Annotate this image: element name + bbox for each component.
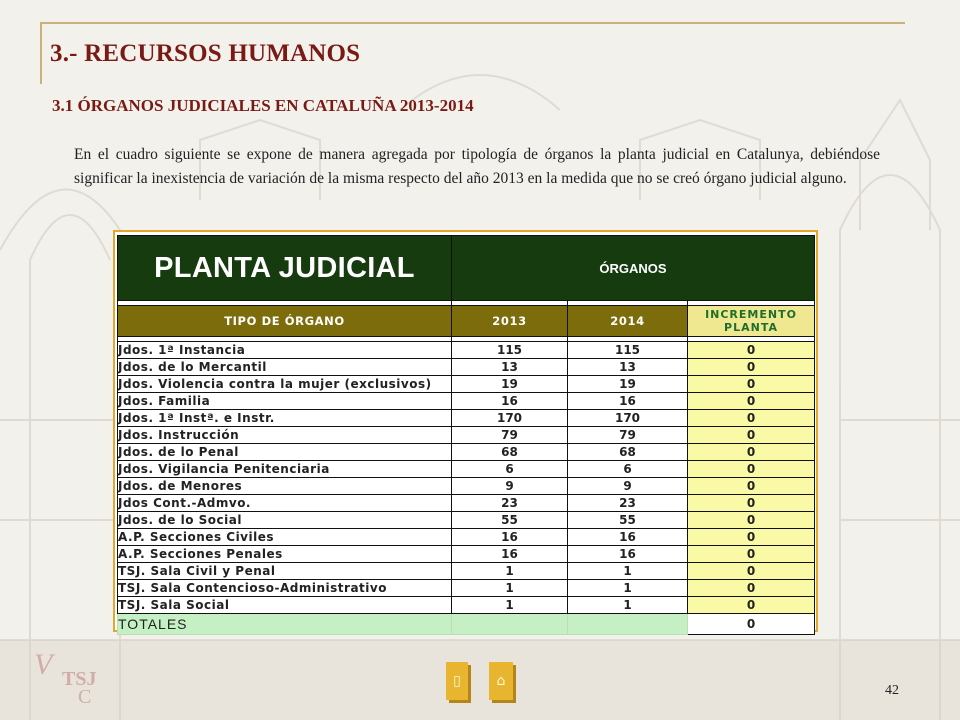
cell-2014: 55 <box>568 512 688 529</box>
page-number: 42 <box>885 683 899 698</box>
page-title: 3.- RECURSOS HUMANOS <box>50 40 361 67</box>
cell-incremento: 0 <box>688 410 815 427</box>
incremento-label: INCREMENTO <box>705 308 797 321</box>
cell-tipo: Jdos. Instrucción <box>118 427 452 444</box>
table-row <box>118 444 815 461</box>
cell-2013: 13 <box>452 359 568 376</box>
cell-tipo: Jdos. Familia <box>118 393 452 410</box>
cell-2014: 115 <box>568 342 688 359</box>
cell-2014: 6 <box>568 461 688 478</box>
cell-tipo: A.P. Secciones Civiles <box>118 529 452 546</box>
cell-incremento: 0 <box>688 342 815 359</box>
home-nav-button[interactable] <box>489 662 513 700</box>
planta-judicial-table <box>117 235 815 635</box>
cell-2013: 6 <box>452 461 568 478</box>
cell-2014: 9 <box>568 478 688 495</box>
cell-incremento: 0 <box>688 478 815 495</box>
cell-incremento: 0 <box>688 444 815 461</box>
table-row <box>118 342 815 359</box>
cell-2014: 170 <box>568 410 688 427</box>
cell-tipo: Jdos. de Menores <box>118 478 452 495</box>
cell-tipo: TSJ. Sala Contencioso-Administrativo <box>118 580 452 597</box>
cell-tipo: Jdos Cont.-Admvo. <box>118 495 452 512</box>
cell-2013: 16 <box>452 393 568 410</box>
table-row <box>118 529 815 546</box>
table-row <box>118 393 815 410</box>
table-row <box>118 495 815 512</box>
cell-2014: 13 <box>568 359 688 376</box>
cell-2013: 16 <box>452 529 568 546</box>
document-nav-button[interactable] <box>446 662 468 700</box>
totales-incremento: 0 <box>688 614 815 635</box>
totales-row <box>118 614 815 635</box>
cell-tipo: Jdos. 1ª Instª. e Instr. <box>118 410 452 427</box>
cell-2014: 23 <box>568 495 688 512</box>
cell-2014: 16 <box>568 529 688 546</box>
cell-2013: 68 <box>452 444 568 461</box>
totales-2013 <box>452 614 568 635</box>
cell-2014: 1 <box>568 580 688 597</box>
cell-2014: 16 <box>568 546 688 563</box>
table-row <box>118 563 815 580</box>
organos-header: ÓRGANOS <box>452 236 815 301</box>
tsj-watermark-logo: V TSJ C <box>34 648 97 708</box>
cell-tipo: Jdos. 1ª Instancia <box>118 342 452 359</box>
column-header-2014: 2014 <box>568 306 688 337</box>
section-subtitle: 3.1 ÓRGANOS JUDICIALES EN CATALUÑA 2013-2014 <box>52 96 474 115</box>
table-row <box>118 376 815 393</box>
table-row <box>118 512 815 529</box>
cell-2014: 1 <box>568 597 688 614</box>
home-icon: ⌂ <box>496 673 506 689</box>
cell-2013: 1 <box>452 563 568 580</box>
table-title: PLANTA JUDICIAL <box>118 236 452 301</box>
column-header-2013: 2013 <box>452 306 568 337</box>
intro-paragraph: En el cuadro siguiente se expone de manera agregada por tipología de órganos la planta judicial en Catalunya, debiéndose significar la inexistencia de variación de la misma respecto del año 2013 en la medida que no se creó órgano judicial alguno. <box>74 146 880 187</box>
cell-tipo: TSJ. Sala Civil y Penal <box>118 563 452 580</box>
cell-2013: 23 <box>452 495 568 512</box>
cell-2013: 170 <box>452 410 568 427</box>
cell-incremento: 0 <box>688 495 815 512</box>
cell-incremento: 0 <box>688 427 815 444</box>
column-header-tipo: TIPO DE ÓRGANO <box>118 306 452 337</box>
cell-2013: 79 <box>452 427 568 444</box>
cell-2013: 55 <box>452 512 568 529</box>
cell-tipo: Jdos. Vigilancia Penitenciaria <box>118 461 452 478</box>
document-nav-icon: ▯ <box>453 673 461 689</box>
cell-2013: 1 <box>452 597 568 614</box>
cell-tipo: Jdos. de lo Penal <box>118 444 452 461</box>
cell-2013: 1 <box>452 580 568 597</box>
cell-incremento: 0 <box>688 512 815 529</box>
cell-incremento: 0 <box>688 563 815 580</box>
cell-incremento: 0 <box>688 580 815 597</box>
totales-2014 <box>568 614 688 635</box>
cell-tipo: Jdos. Violencia contra la mujer (exclusivos) <box>118 376 452 393</box>
cell-tipo: TSJ. Sala Social <box>118 597 452 614</box>
table-row <box>118 359 815 376</box>
table-row <box>118 410 815 427</box>
cell-2014: 79 <box>568 427 688 444</box>
cell-tipo: Jdos. de lo Social <box>118 512 452 529</box>
table-row <box>118 427 815 444</box>
column-header-incremento <box>688 306 815 337</box>
cell-2014: 19 <box>568 376 688 393</box>
cell-incremento: 0 <box>688 546 815 563</box>
cell-2013: 115 <box>452 342 568 359</box>
totales-label: TOTALES <box>118 614 452 635</box>
planta-label: PLANTA <box>724 321 778 334</box>
cell-2013: 9 <box>452 478 568 495</box>
cell-tipo: A.P. Secciones Penales <box>118 546 452 563</box>
cell-incremento: 0 <box>688 393 815 410</box>
table-row <box>118 478 815 495</box>
cell-incremento: 0 <box>688 461 815 478</box>
cell-2014: 1 <box>568 563 688 580</box>
cell-tipo: Jdos. de lo Mercantil <box>118 359 452 376</box>
table-row <box>118 546 815 563</box>
planta-judicial-table-frame <box>113 230 818 632</box>
cell-incremento: 0 <box>688 359 815 376</box>
cell-2014: 16 <box>568 393 688 410</box>
cell-incremento: 0 <box>688 597 815 614</box>
cell-2013: 16 <box>452 546 568 563</box>
cell-2013: 19 <box>452 376 568 393</box>
cell-2014: 68 <box>568 444 688 461</box>
table-row <box>118 461 815 478</box>
table-row <box>118 597 815 614</box>
cell-incremento: 0 <box>688 376 815 393</box>
table-row <box>118 580 815 597</box>
table-body <box>118 342 815 614</box>
cell-incremento: 0 <box>688 529 815 546</box>
